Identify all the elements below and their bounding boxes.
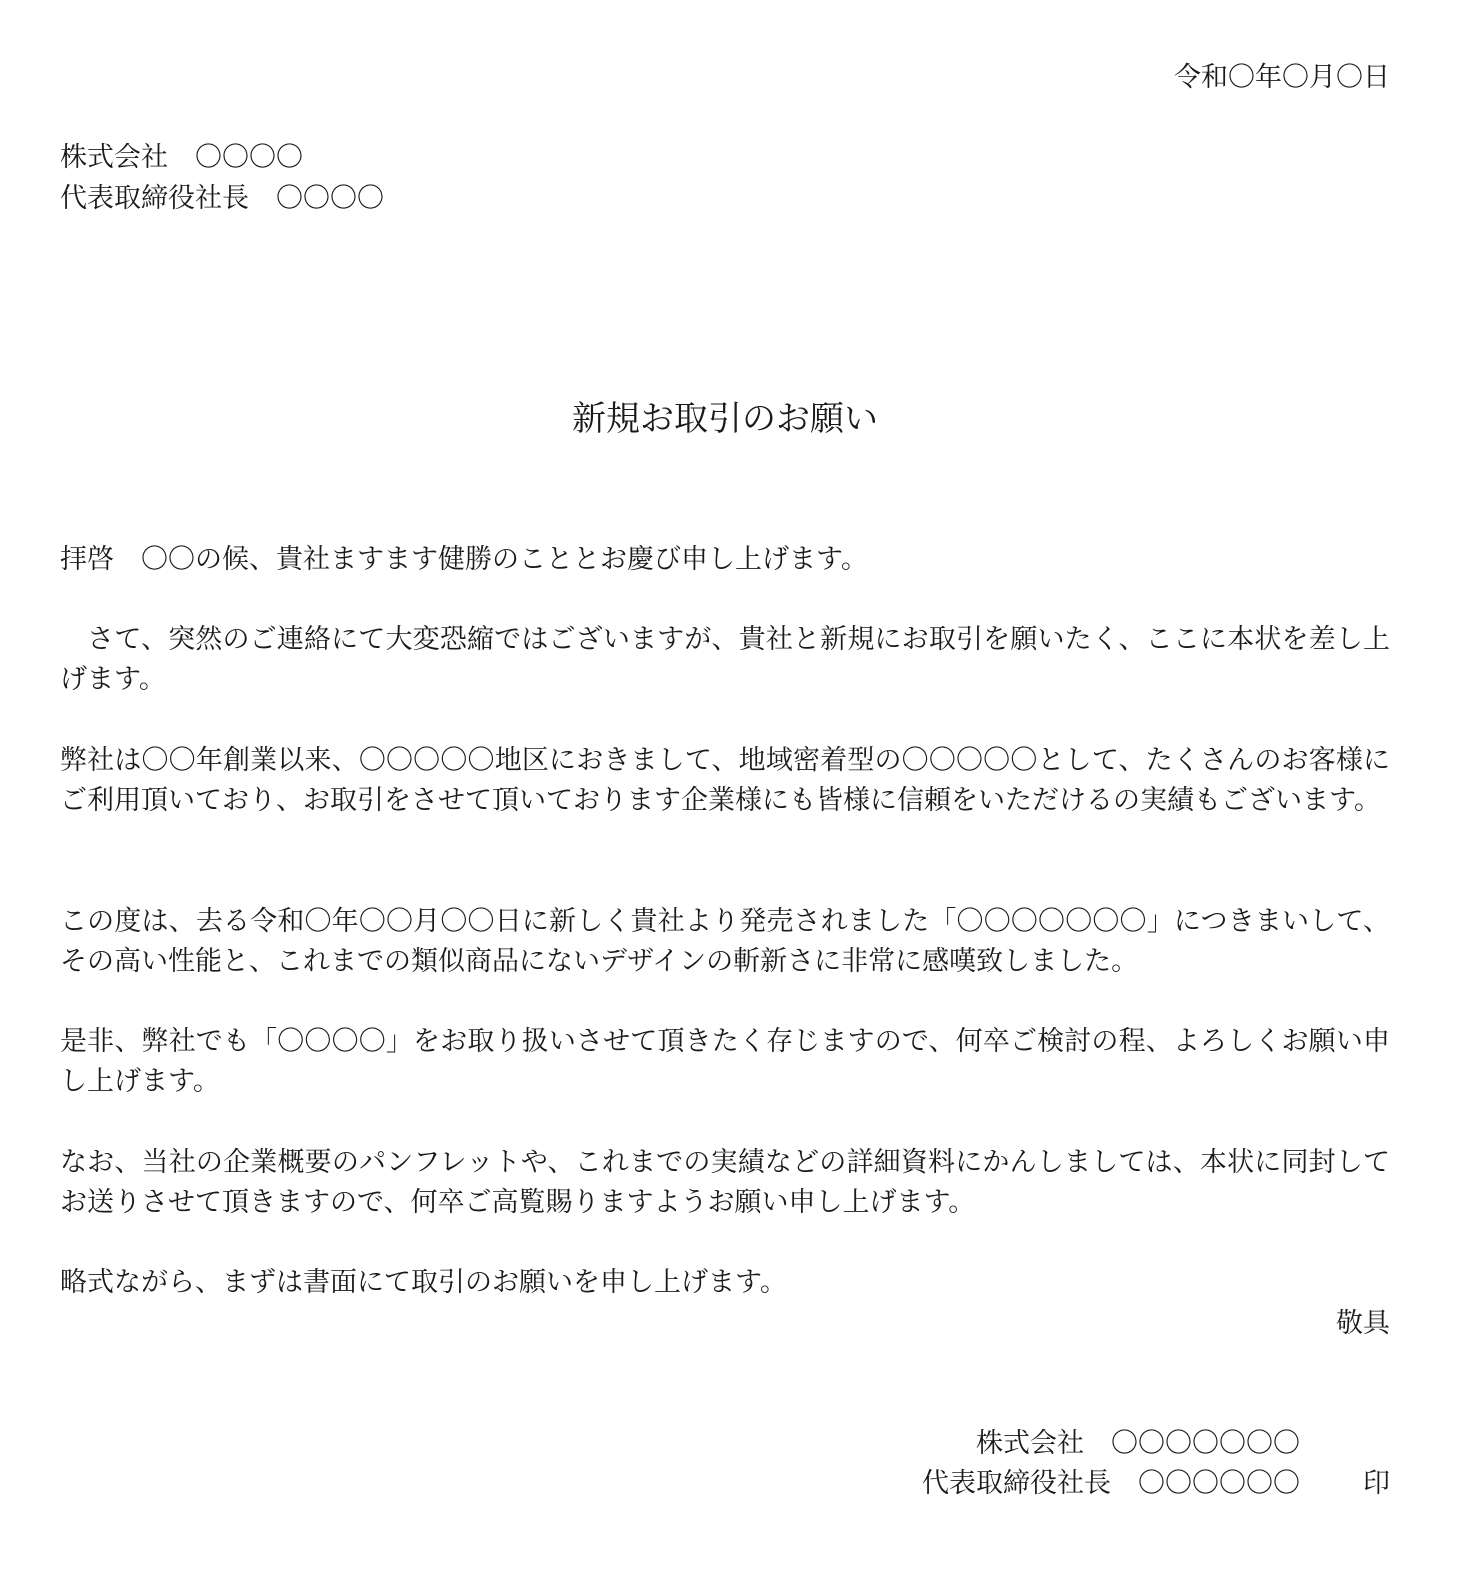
recipient-company: 株式会社 〇〇〇〇 [60,142,303,173]
recipient-representative: 代表取締役社長 〇〇〇〇 [60,183,384,214]
seal-mark: 印 [1363,1468,1390,1499]
body-paragraph-4: 是非、弊社でも「〇〇〇〇」をお取り扱いさせて頂きたく存じますので、何卒ご検討の程、よろしくお願い申し上げます。 [60,1026,1390,1097]
sender-company: 株式会社 〇〇〇〇〇〇〇 [976,1428,1300,1459]
sender-representative: 代表取締役社長 〇〇〇〇〇〇 [922,1468,1300,1499]
closing-word: 敬具 [1336,1308,1390,1339]
greeting-paragraph: 拝啓 〇〇の候、貴社ますます健勝のこととお慶び申し上げます。 [60,544,868,575]
body-paragraph-3: この度は、去る令和〇年〇〇月〇〇日に新しく貴社より発売されました「〇〇〇〇〇〇〇」につきまいして、その高い性能と、これまでの類似商品にないデザインの斬新さに非常に感嘆致しました。 [60,906,1390,977]
letter-date: 令和〇年〇月〇日 [1174,62,1390,93]
letter-page [60,0,1390,1578]
body-paragraph-6: 略式ながら、まずは書面にて取引のお願いを申し上げます。 [60,1267,787,1298]
body-paragraph-2: 弊社は〇〇年創業以来、〇〇〇〇〇地区におきまして、地域密着型の〇〇〇〇〇として、たくさんのお客様にご利用頂いており、お取引をさせて頂いております企業様にも皆様に信頼をいただけるの実績もございます。 [60,745,1390,816]
body-paragraph-1: さて、突然のご連絡にて大変恐縮ではございますが、貴社と新規にお取引を願いたく、ここに本状を差し上げます。 [60,624,1390,695]
body-paragraph-5: なお、当社の企業概要のパンフレットや、これまでの実績などの詳細資料にかんしましては、本状に同封してお送りさせて頂きますので、何卒ご高覧賜りますようお願い申し上げます。 [60,1147,1390,1218]
letter-title: 新規お取引のお願い [572,399,878,439]
